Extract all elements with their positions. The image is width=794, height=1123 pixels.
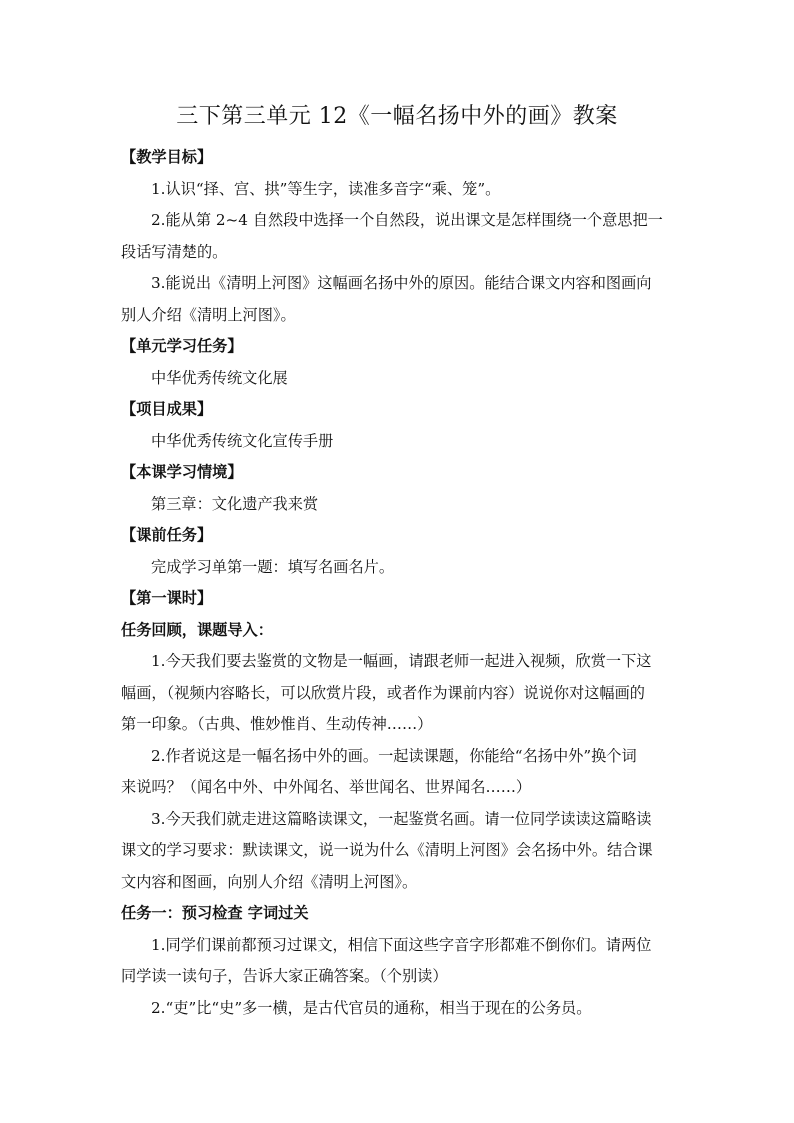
section-heading: 任务回顾，课题导入：	[121, 620, 273, 639]
document-body	[121, 142, 681, 1024]
paragraph-line: 完成学习单第一题：填写名画名片。	[151, 557, 394, 576]
section-heading: 任务一：预习检查 字词过关	[121, 904, 309, 922]
paragraph-line: 2.“吏”比“史”多一横，是古代官员的通称，相当于现在的公务员。	[151, 998, 592, 1017]
paragraph-line: 文内容和图画，向别人介绍《清明上河图》。	[121, 872, 418, 891]
section-heading: 【课前任务】	[121, 526, 213, 544]
paragraph-line: 第一印象。（古典、惟妙惟肖、生动传神……）	[121, 715, 433, 733]
section-heading: 【本课学习情境】	[121, 463, 243, 481]
paragraph-line: 课文的学习要求：默读课文，说一说为什么《清明上河图》会名扬中外。结合课	[121, 841, 653, 859]
paragraph-line: 2.能从第 2~4 自然段中选择一个自然段，说出课文是怎样围绕一个意思把一	[151, 211, 663, 229]
paragraph-line: 中华优秀传统文化展	[151, 368, 288, 387]
paragraph-line: 3.今天我们就走进这篇略读课文，一起鉴赏名画。请一位同学读读这篇略读	[151, 809, 652, 828]
paragraph-line: 幅画，（视频内容略长，可以欣赏片段，或者作为课前内容）说说你对这幅画的	[121, 683, 645, 702]
paragraph-line: 2.作者说这是一幅名扬中外的画。一起读课题，你能给“名扬中外”换个词	[151, 746, 637, 765]
section-heading: 【单元学习任务】	[121, 337, 243, 355]
paragraph-line: 3.能说出《清明上河图》这幅画名扬中外的原因。能结合课文内容和图画向	[151, 274, 652, 292]
section-heading: 【项目成果】	[121, 400, 213, 418]
paragraph-line: 同学读一读句子，告诉大家正确答案。（个别读）	[121, 967, 448, 985]
paragraph-line: 别人介绍《清明上河图》。	[121, 305, 296, 324]
paragraph-line: 来说吗？（闻名中外、中外闻名、举世闻名、世界闻名……）	[121, 778, 532, 796]
section-heading: 【第一课时】	[121, 589, 213, 607]
paragraph-line: 1.认识“择、宫、拱”等生字，读准多音字“乘、笼”。	[151, 179, 501, 198]
paragraph-line: 段话写清楚的。	[121, 242, 228, 261]
section-heading: 【教学目标】	[121, 148, 213, 166]
paragraph-line: 中华优秀传统文化宣传手册	[151, 431, 334, 450]
paragraph-line: 1.同学们课前都预习过课文，相信下面这些字音字形都难不倒你们。请两位	[151, 935, 652, 954]
document-title: 三下第三单元 12《一幅名扬中外的画》教案	[176, 104, 618, 129]
paragraph-line: 1.今天我们要去鉴赏的文物是一幅画，请跟老师一起进入视频，欣赏一下这	[151, 652, 652, 670]
paragraph-line: 第三章：文化遗产我来赏	[151, 494, 319, 513]
